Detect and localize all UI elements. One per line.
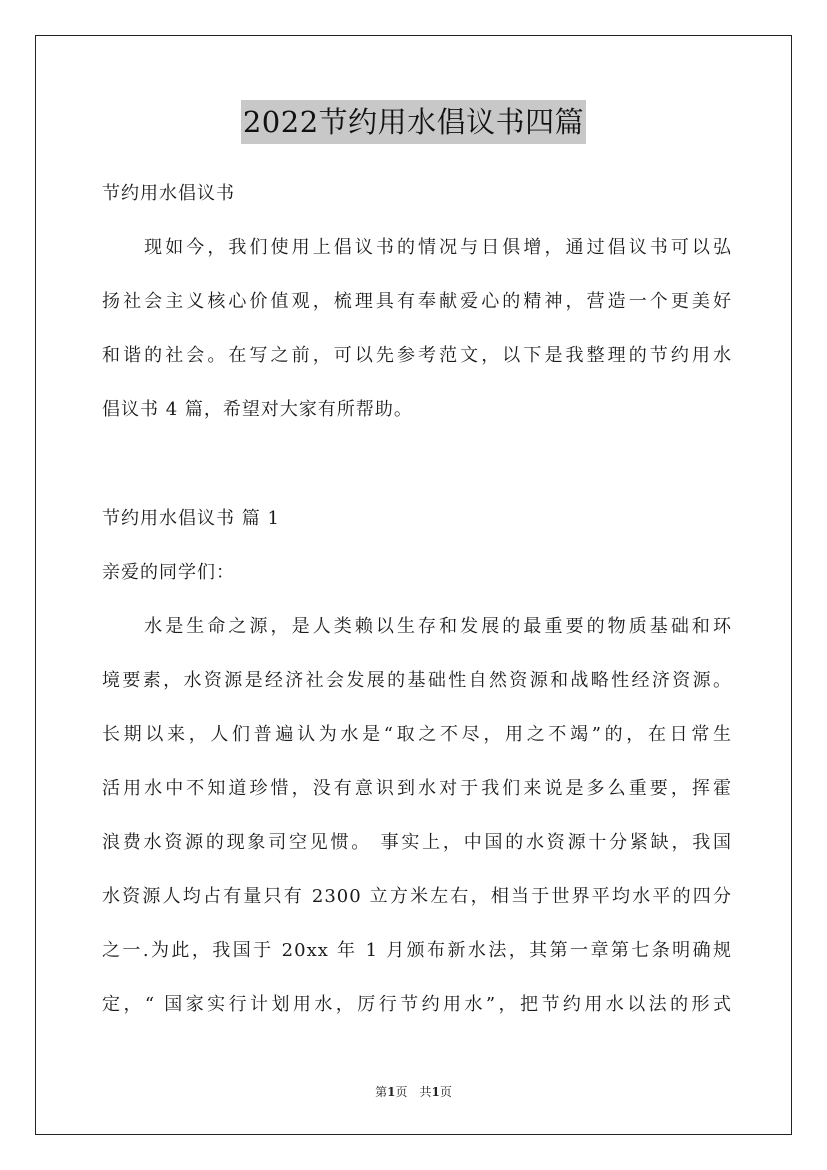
intro-line: 现如今，我们使用上倡议书的情况与日俱增，通过倡议书可以弘: [102, 237, 732, 258]
body-line: 水是生命之源，是人类赖以生存和发展的最重要的物质基础和环: [102, 616, 732, 637]
body-line: 之一.为此，我国于 20xx 年 1 月颁布新水法，其第一章第七条明确规: [102, 940, 732, 961]
footer-page-number: 1: [387, 1085, 396, 1099]
body-line: 境要素，水资源是经济社会发展的基础性自然资源和战略性经济资源。: [102, 670, 732, 691]
intro-line: 倡议书 4 篇，希望对大家有所帮助。: [102, 399, 413, 420]
intro-line: 和谐的社会。在写之前，可以先参考范文，以下是我整理的节约用水: [102, 345, 732, 366]
body-line: 活用水中不知道珍惜，没有意识到水对于我们来说是多么重要，挥霍: [102, 778, 732, 799]
document-title: 2022节约用水倡议书四篇: [241, 100, 586, 144]
footer-mid: 页 共: [395, 1085, 432, 1099]
salutation: 亲爱的同学们：: [102, 562, 235, 583]
body-line: 长期以来，人们普遍认为水是“取之不尽，用之不竭”的，在日常生: [102, 724, 732, 745]
intro-line: 扬社会主义核心价值观，梳理具有奉献爱心的精神，营造一个更美好: [102, 291, 732, 312]
footer-page-total: 1: [431, 1085, 440, 1099]
footer-prefix: 第: [375, 1085, 388, 1099]
body-line: 定，“ 国家实行计划用水，厉行节约用水”，把节约用水以法的形式: [102, 994, 732, 1015]
section-heading: 节约用水倡议书 篇 1: [102, 508, 280, 529]
page-footer: [0, 1083, 827, 1100]
body-line: 水资源人均占有量只有 2300 立方米左右，相当于世界平均水平的四分: [102, 886, 732, 907]
title-wrap: [0, 100, 827, 144]
footer-suffix: 页: [439, 1085, 452, 1099]
intro-heading: 节约用水倡议书: [102, 183, 235, 204]
body-line: 浪费水资源的现象司空见惯。 事实上，中国的水资源十分紧缺，我国: [102, 832, 732, 853]
